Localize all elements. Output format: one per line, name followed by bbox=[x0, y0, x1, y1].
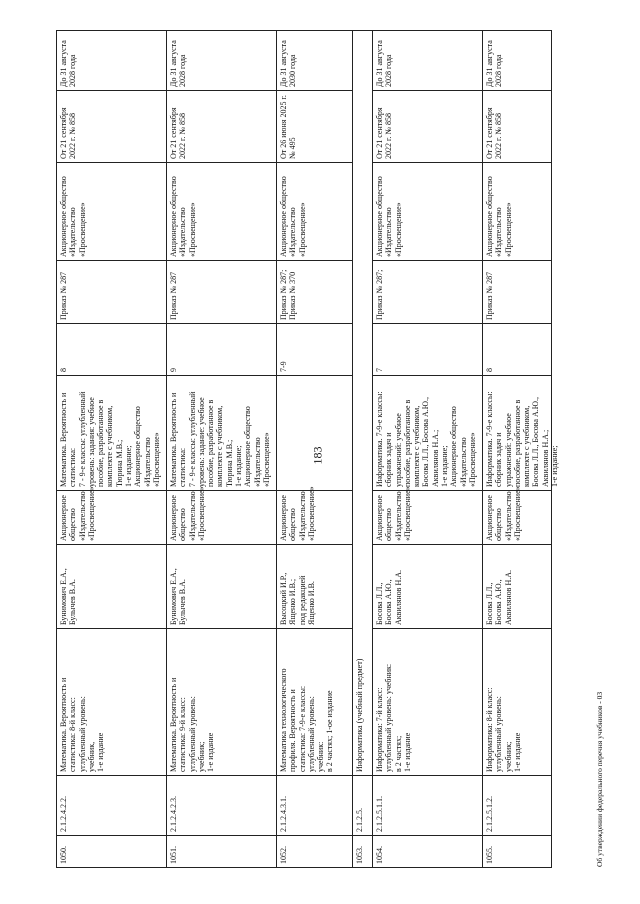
order-cell: Приказ № 287 bbox=[167, 260, 276, 323]
publisher-cell: Акционерное общество «Издательство «Просвещение» bbox=[373, 490, 482, 544]
grade-cell: 7 bbox=[373, 323, 482, 375]
supplement-cell bbox=[277, 375, 352, 490]
code-cell: 2.1.2.4.2.2. bbox=[57, 775, 166, 835]
validity-cell: До 31 августа 2028 года bbox=[483, 30, 551, 90]
rights-holder-cell: Акционерное общество «Издательство «Просвещение» bbox=[373, 162, 482, 260]
date-cell: От 21 сентября 2022 г. № 858 bbox=[483, 90, 551, 162]
row-number-cell: 1053. bbox=[353, 835, 372, 868]
validity-cell: До 31 августа 2030 года bbox=[277, 30, 352, 90]
authors-cell: Бунимович Е.А., Булычев В.А. bbox=[167, 544, 276, 628]
date-cell: От 21 сентября 2022 г. № 858 bbox=[167, 90, 276, 162]
textbook-title-cell: Информатика: 7-й класс: углубленный уровень: учебник: в 2 частях; 1-е издание bbox=[373, 628, 482, 775]
page-number: 183 bbox=[310, 446, 325, 465]
grade-cell: 8 bbox=[57, 323, 166, 375]
authors-cell: Бунимович Е.А., Булычев В.А. bbox=[57, 544, 166, 628]
row-number-cell: 1054. bbox=[373, 835, 482, 868]
authors-cell: Босова Л.Л., Босова А.Ю., Аквилянов Н.А. bbox=[483, 544, 551, 628]
date-cell: От 21 сентября 2022 г. № 858 bbox=[373, 90, 482, 162]
validity-cell: До 31 августа 2028 года bbox=[57, 30, 166, 90]
publisher-cell: Акционерное общество «Издательство «Просвещение» bbox=[167, 490, 276, 544]
supplement-cell: Информатика. 7-9-е классы: сборник задач и упражнений: учебное пособие, разработанное в комплекте с учебником, Босова Л.Л., Босова А.Ю., Аквилянов Н.А.; 1-е издание; bbox=[483, 375, 551, 490]
rights-holder-cell: Акционерное общество «Издательство «Просвещение» bbox=[483, 162, 551, 260]
code-cell: 2.1.2.5.1.1. bbox=[373, 775, 482, 835]
textbook-title-cell: Математика. Вероятность и статистика: 8-й класс: углубленный уровень: учебник, 1-е издание bbox=[57, 628, 166, 775]
textbook-title-cell: Информатика: 8-й класс: углубленный уровень: учебник; 1-е издание bbox=[483, 628, 551, 775]
code-cell: 2.1.2.5. bbox=[353, 775, 372, 835]
code-cell: 2.1.2.5.1.2. bbox=[483, 775, 551, 835]
section-row bbox=[352, 30, 372, 868]
grade-cell: 8 bbox=[483, 323, 551, 375]
supplement-cell: Математика. Вероятность и статистика: 7 - 9-е классы: углубленный уровень: задания: учебное пособие, разработанное в комплекте с учебником, Тюрина М.В.; 1-е издание; Акционерное общество «Издательство «Просвещение» bbox=[57, 375, 166, 490]
order-cell: Приказ № 287 bbox=[57, 260, 166, 323]
textbook-title-cell: Математика. Вероятность и статистика: 9-й класс: углубленный уровень: учебник; 1-е издание bbox=[167, 628, 276, 775]
table-row bbox=[166, 30, 276, 868]
rights-holder-cell: Акционерное общество «Издательство «Просвещение» bbox=[277, 162, 352, 260]
rights-holder-cell: Акционерное общество «Издательство «Просвещение» bbox=[57, 162, 166, 260]
validity-cell: До 31 августа 2028 года bbox=[167, 30, 276, 90]
row-number-cell: 1055. bbox=[483, 835, 551, 868]
grade-cell: 7-9 bbox=[277, 323, 352, 375]
table-row bbox=[482, 30, 560, 868]
code-cell: 2.1.2.4.2.3. bbox=[167, 775, 276, 835]
date-cell: От 21 сентября 2022 г. № 858 bbox=[57, 90, 166, 162]
table-row bbox=[276, 30, 352, 868]
code-cell: 2.1.2.4.3.1. bbox=[277, 775, 352, 835]
publisher-cell: Акционерное общество «Издательство «Просвещение» bbox=[57, 490, 166, 544]
footer-document-title: Об утверждении федерального перечня учебников - 03 bbox=[595, 691, 604, 867]
authors-cell: Высоцкий И.Р., Ященко И.В.; под редакцией Ященко И.В. bbox=[277, 544, 352, 628]
order-cell: Приказ № 287; Приказ № 370 bbox=[277, 260, 352, 323]
row-number-cell: 1051. bbox=[167, 835, 276, 868]
supplement-cell: Информатика. 7-9-е классы: сборник задач и упражнений: учебное пособие, разработанное в комплекте с учебником, Босова Л.Л., Босова А.Ю., Аквилянов Н.А.; 1-е издание; Акционерное общество «Издательство «Просвещение» bbox=[373, 375, 482, 490]
table-row bbox=[56, 30, 166, 868]
publisher-cell: Акционерное общество «Издательство «Просвещение» bbox=[483, 490, 551, 544]
date-cell: От 26 июня 2025 г. № 495 bbox=[277, 90, 352, 162]
row-number-cell: 1050. bbox=[57, 835, 166, 868]
row-number-cell: 1052. bbox=[277, 835, 352, 868]
validity-cell: До 31 августа 2028 года bbox=[373, 30, 482, 90]
section-title: Информатика (учебный предмет) bbox=[353, 30, 372, 775]
order-cell: Приказ № 287; bbox=[373, 260, 482, 323]
textbook-title-cell: Математика технологического профиля. Вероятность и статистика: 7-9-е классы: углубленный уровень: учебник: в 2 частях; 1-ое издание bbox=[277, 628, 352, 775]
textbook-table bbox=[56, 30, 560, 868]
supplement-cell: Математика. Вероятность и статистика: 7 - 9-е классы: углубленный уровень: задание: учебное пособие, разработанное в комплекте с учебником, Тюрина М.В.; 1-е издание; Акционерное общество «Издательство «Просвещение» bbox=[167, 375, 276, 490]
table-row bbox=[372, 30, 482, 868]
order-cell: Приказ № 287 bbox=[483, 260, 551, 323]
grade-cell: 9 bbox=[167, 323, 276, 375]
authors-cell: Босова Л.Л., Босова А.Ю., Аквилянов Н.А. bbox=[373, 544, 482, 628]
publisher-cell: Акционерное общество «Издательство «Просвещение» bbox=[277, 490, 352, 544]
rights-holder-cell: Акционерное общество «Издательство «Просвещение» bbox=[167, 162, 276, 260]
